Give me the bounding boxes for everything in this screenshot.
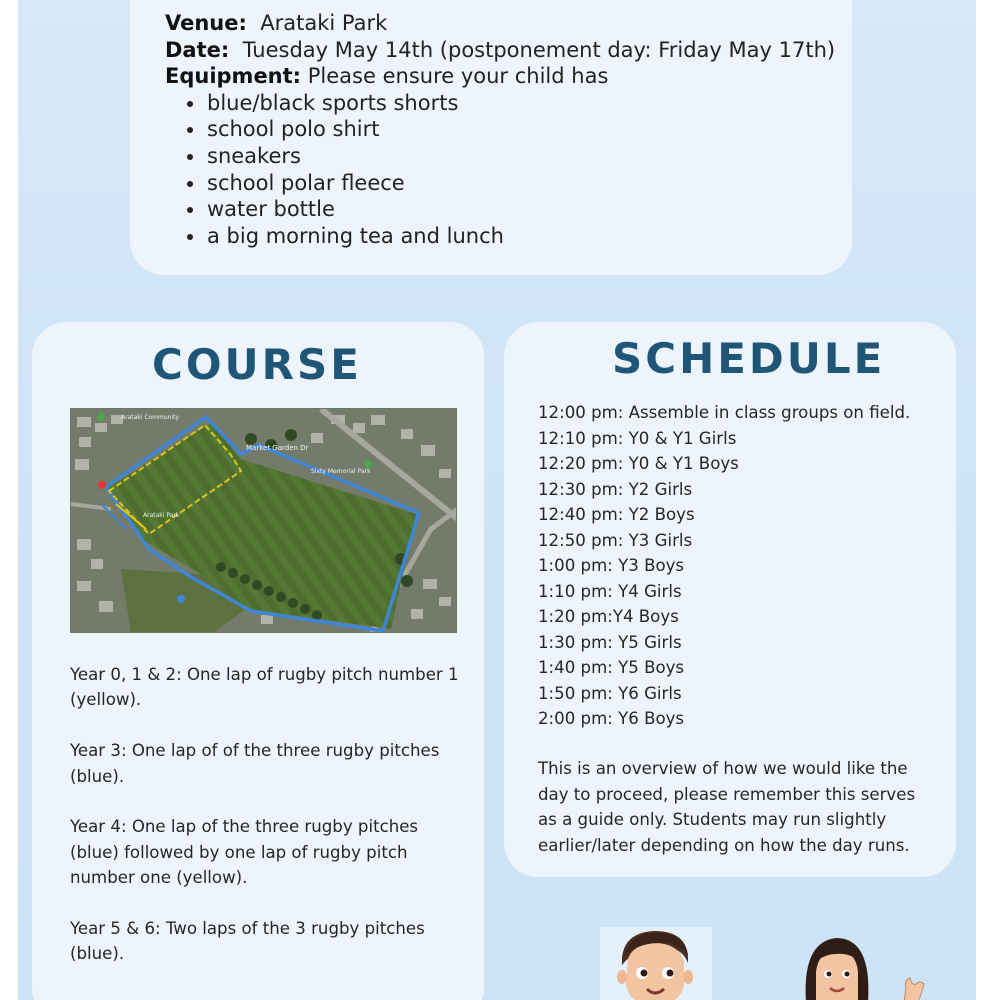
schedule-item: 12:50 pm: Y3 Girls [538,530,693,550]
start-marker [98,481,106,489]
equipment-row [165,63,835,90]
schedule-heading: SCHEDULE [612,334,886,383]
equipment-list [185,90,835,250]
equipment-item: sneakers [185,143,835,170]
venue-value: Arataki Park [260,11,388,35]
equipment-label: Equipment: [165,64,302,89]
course-paragraph: Year 3: One lap of of the three rugby pitches (blue). [70,741,440,786]
schedule-item: 1:00 pm: Y3 Boys [538,556,685,575]
event-info [165,10,835,249]
boy-illustration [592,925,722,1000]
map-label: Sixty Memorial Park [311,468,371,475]
map-label: Market Garden Dr [246,444,309,452]
equipment-item: school polo shirt [185,116,835,143]
date-value: Tuesday May 14th (postponement day: Friday May 17th) [242,37,836,62]
course-descriptions [70,662,470,992]
map-label: Arataki Community [121,414,180,421]
equipment-item: a big morning tea and lunch [185,223,835,250]
schedule-item: 12:40 pm: Y2 Boys [538,505,695,524]
equipment-item: school polar fleece [185,170,835,197]
schedule-item: 12:30 pm: Y2 Girls [538,479,693,499]
course-paragraph: Year 5 & 6: Two laps of the 3 rugby pitches (blue). [70,919,425,964]
schedule-list [538,400,938,732]
schedule-item: 12:00 pm: Assemble in class groups on field. [538,403,911,422]
equipment-item: water bottle [185,196,835,223]
course-map [70,408,457,633]
venue-row [165,10,835,37]
course-heading: COURSE [152,340,362,389]
map-label: Arataki Park [143,512,180,519]
course-paragraph: Year 0, 1 & 2: One lap of rugby pitch number 1 (yellow). [70,665,459,710]
schedule-item: 1:10 pm: Y4 Girls [538,581,682,601]
schedule-item: 12:20 pm: Y0 & Y1 Boys [538,454,739,473]
schedule-item: 1:50 pm: Y6 Girls [538,683,682,703]
schedule-item: 2:00 pm: Y6 Boys [538,709,685,728]
schedule-item: 12:10 pm: Y0 & Y1 Girls [538,428,737,448]
girl-illustration [786,932,936,1000]
equipment-intro: Please ensure your child has [307,64,609,89]
schedule-note: This is an overview of how we would like the day to proceed, please remember this serves as a guide only. Students may run slightly earlier/later depending on how the day runs. [538,759,916,855]
schedule-item: 1:30 pm: Y5 Girls [538,632,682,652]
aerial-map-image [71,409,457,633]
schedule-item: 1:40 pm: Y5 Boys [538,658,685,677]
venue-label: Venue: [165,11,247,35]
date-row [165,37,835,64]
flyer-page [18,0,976,1000]
schedule-item: 1:20 pm:Y4 Boys [538,607,679,626]
course-paragraph: Year 4: One lap of the three rugby pitches (blue) followed by one lap of rugby pitch number one (yellow). [70,817,419,888]
equipment-item: blue/black sports shorts [185,90,835,117]
date-label: Date: [165,37,230,62]
